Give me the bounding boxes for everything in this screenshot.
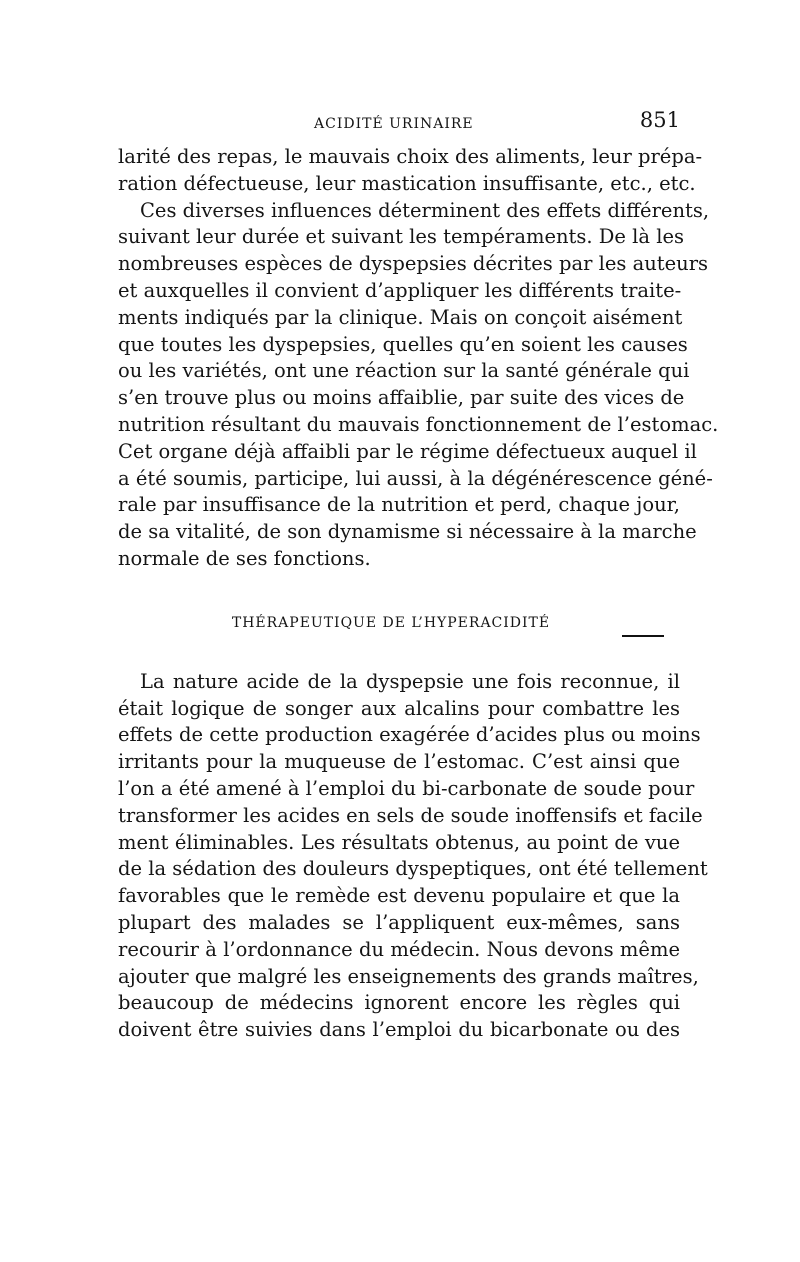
paragraph-line: effets de cette production exagérée d’acides plus ou moins xyxy=(118,723,701,747)
paragraph-line: recourir à l’ordonnance du médecin. Nous devons même xyxy=(118,937,680,961)
page xyxy=(118,108,719,1044)
running-head xyxy=(118,108,680,144)
paragraph-line: larité des repas, le mauvais choix des aliments, leur prépa- xyxy=(118,145,703,168)
paragraph-line: de la sédation des douleurs dyspeptiques, ont été tellement xyxy=(118,857,708,881)
paragraph-line: et auxquelles il convient d’appliquer les différents traite- xyxy=(118,278,682,302)
running-title: ACIDITÉ URINAIRE xyxy=(314,116,474,132)
paragraph-line: a été soumis, participe, lui aussi, à la dégénérescence géné- xyxy=(118,466,713,490)
section-heading-text: THÉRAPEUTIQUE DE L’HYPERACIDITÉ xyxy=(231,614,551,631)
section-heading xyxy=(110,615,672,631)
paragraph-line: Ces diverses influences déterminent des effets différents, xyxy=(140,198,710,222)
paragraph-line: normale de ses fonctions. xyxy=(118,546,371,570)
paragraph-line: doivent être suivies dans l’emploi du bicarbonate ou des xyxy=(118,1018,680,1042)
section-paragraph xyxy=(118,669,708,1044)
paragraph-line: La nature acide de la dyspepsie une fois reconnue, il xyxy=(140,669,680,693)
paragraph-line: ments indiqués par la clinique. Mais on conçoit aisément xyxy=(118,305,683,329)
paragraph-line: beaucoup de médecins ignorent encore les règles qui xyxy=(118,991,680,1015)
paragraph-line: ment éliminables. Les résultats obtenus, au point de vue xyxy=(118,830,680,854)
paragraph-line: nutrition résultant du mauvais fonctionnement de l’estomac. xyxy=(118,412,719,436)
paragraph-line: ration défectueuse, leur mastication insuffisante, etc., etc. xyxy=(118,171,696,195)
page-number: 851 xyxy=(639,108,680,132)
paragraph-line: ajouter que malgré les enseignements des grands maîtres, xyxy=(118,964,699,988)
paragraph-line: irritants pour la muqueuse de l’estomac. C’est ainsi que xyxy=(118,750,680,774)
paragraph-1 xyxy=(118,144,703,198)
paragraph-line: l’on a été amené à l’emploi du bi-carbonate de soude pour xyxy=(118,776,695,800)
paragraph-line: était logique de songer aux alcalins pour combattre les xyxy=(118,696,680,720)
paragraph-line: Cet organe déjà affaibli par le régime défectueux auquel il xyxy=(118,439,697,463)
paragraph-line: suivant leur durée et suivant les tempéraments. De là les xyxy=(118,225,685,249)
paragraph-line: transformer les acides en sels de soude inoffensifs et facile xyxy=(118,803,703,827)
paragraph-line: que toutes les dyspepsies, quelles qu’en soient les causes xyxy=(118,332,688,356)
paragraph-line: s’en trouve plus ou moins affaiblie, par suite des vices de xyxy=(118,386,685,410)
paragraph-line: de sa vitalité, de son dynamisme si nécessaire à la marche xyxy=(118,520,697,544)
paragraph-2 xyxy=(118,198,719,573)
paragraph-line: nombreuses espèces de dyspepsies décrites par les auteurs xyxy=(118,252,709,276)
heading-rule xyxy=(622,635,664,637)
paragraph-line: ou les variétés, ont une réaction sur la santé générale qui xyxy=(118,359,690,383)
paragraph-line: plupart des malades se l’appliquent eux-mêmes, sans xyxy=(118,910,680,934)
paragraph-line: favorables que le remède est devenu populaire et que la xyxy=(118,884,680,908)
paragraph-line: rale par insuffisance de la nutrition et perd, chaque jour, xyxy=(118,493,680,517)
